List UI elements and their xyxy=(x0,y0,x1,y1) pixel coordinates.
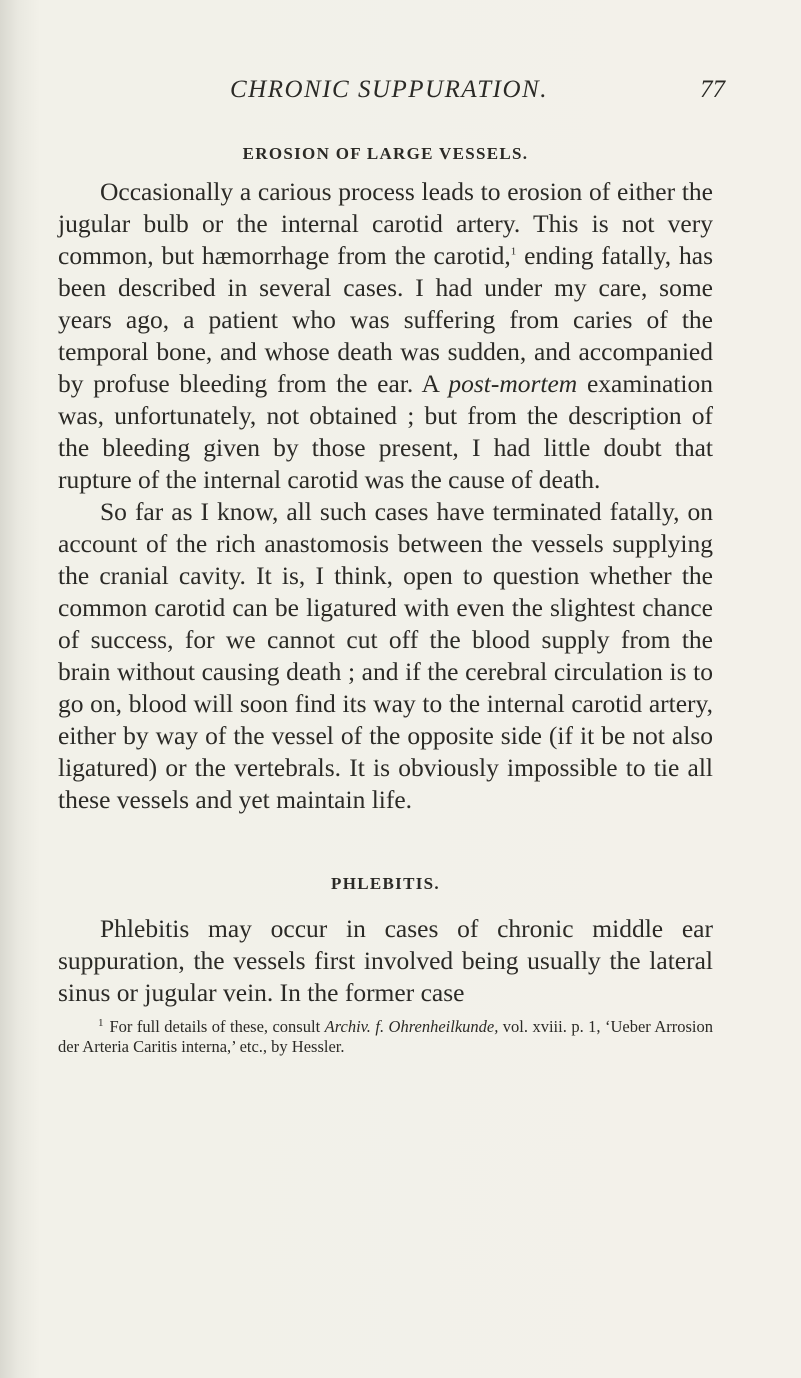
section-heading-phlebitis: PHLEBITIS. xyxy=(331,874,440,893)
paragraph-text: Occasionally a carious process leads to erosion of either the jugular bulb or the internal carotid artery. This is not very common, but hæmorrhage from the carotid, xyxy=(58,177,713,270)
footnote xyxy=(58,1017,713,1057)
footnote-text: vol. xviii. p. 1, ‘Ueber Arrosion der Arteria Caritis interna,’ etc., by Hessler. xyxy=(58,1017,714,1056)
running-title: CHRONIC SUPPURATION. xyxy=(230,76,548,103)
footnote-journal-title: Archiv. f. Ohrenheilkunde, xyxy=(324,1017,499,1036)
footnote-reference: 1 xyxy=(510,245,517,258)
paragraph-phlebitis-1: Phlebitis may occur in cases of chronic middle ear suppuration, the vessels first involved being usually the lateral sinus or jugular vein. In the former case xyxy=(58,914,713,1007)
footnote-mark: 1 xyxy=(98,1016,104,1029)
paragraph-text: examination was, unfortunately, not obtained ; but from the description of the bleeding given by those present, I had little doubt that rupture of the internal carotid was the cause of death. xyxy=(58,369,714,494)
section-heading-erosion: EROSION OF LARGE VESSELS. xyxy=(242,144,529,163)
paragraph-text: ending fatally, has been described in several cases. I had under my care, some years ago, a patient who was suffering from caries of the temporal bone, and whose death was sudden, and accompanied by profuse bleeding from the ear. A xyxy=(58,241,713,398)
page-number: 77 xyxy=(700,76,725,103)
paragraph-erosion-1 xyxy=(58,176,713,496)
paragraph-erosion-2: So far as I know, all such cases have terminated fatally, on account of the rich anastomosis between the vessels supplying the cranial cavity. It is, I think, open to question whether the common carotid can be ligatured with even the slightest chance of success, for we cannot cut off the blood supply from the brain without causing death ; and if the cerebral circulation is to go on, blood will soon find its way to the internal carotid artery, either by way of the vessel of the opposite side (if it be not also ligatured) or the vertebrals. It is obviously impossible to tie all these vessels and yet maintain life. xyxy=(58,497,713,814)
footnote-text: For full details of these, consult xyxy=(109,1017,325,1036)
running-head xyxy=(58,0,725,103)
italic-term: post-mortem xyxy=(448,369,578,398)
